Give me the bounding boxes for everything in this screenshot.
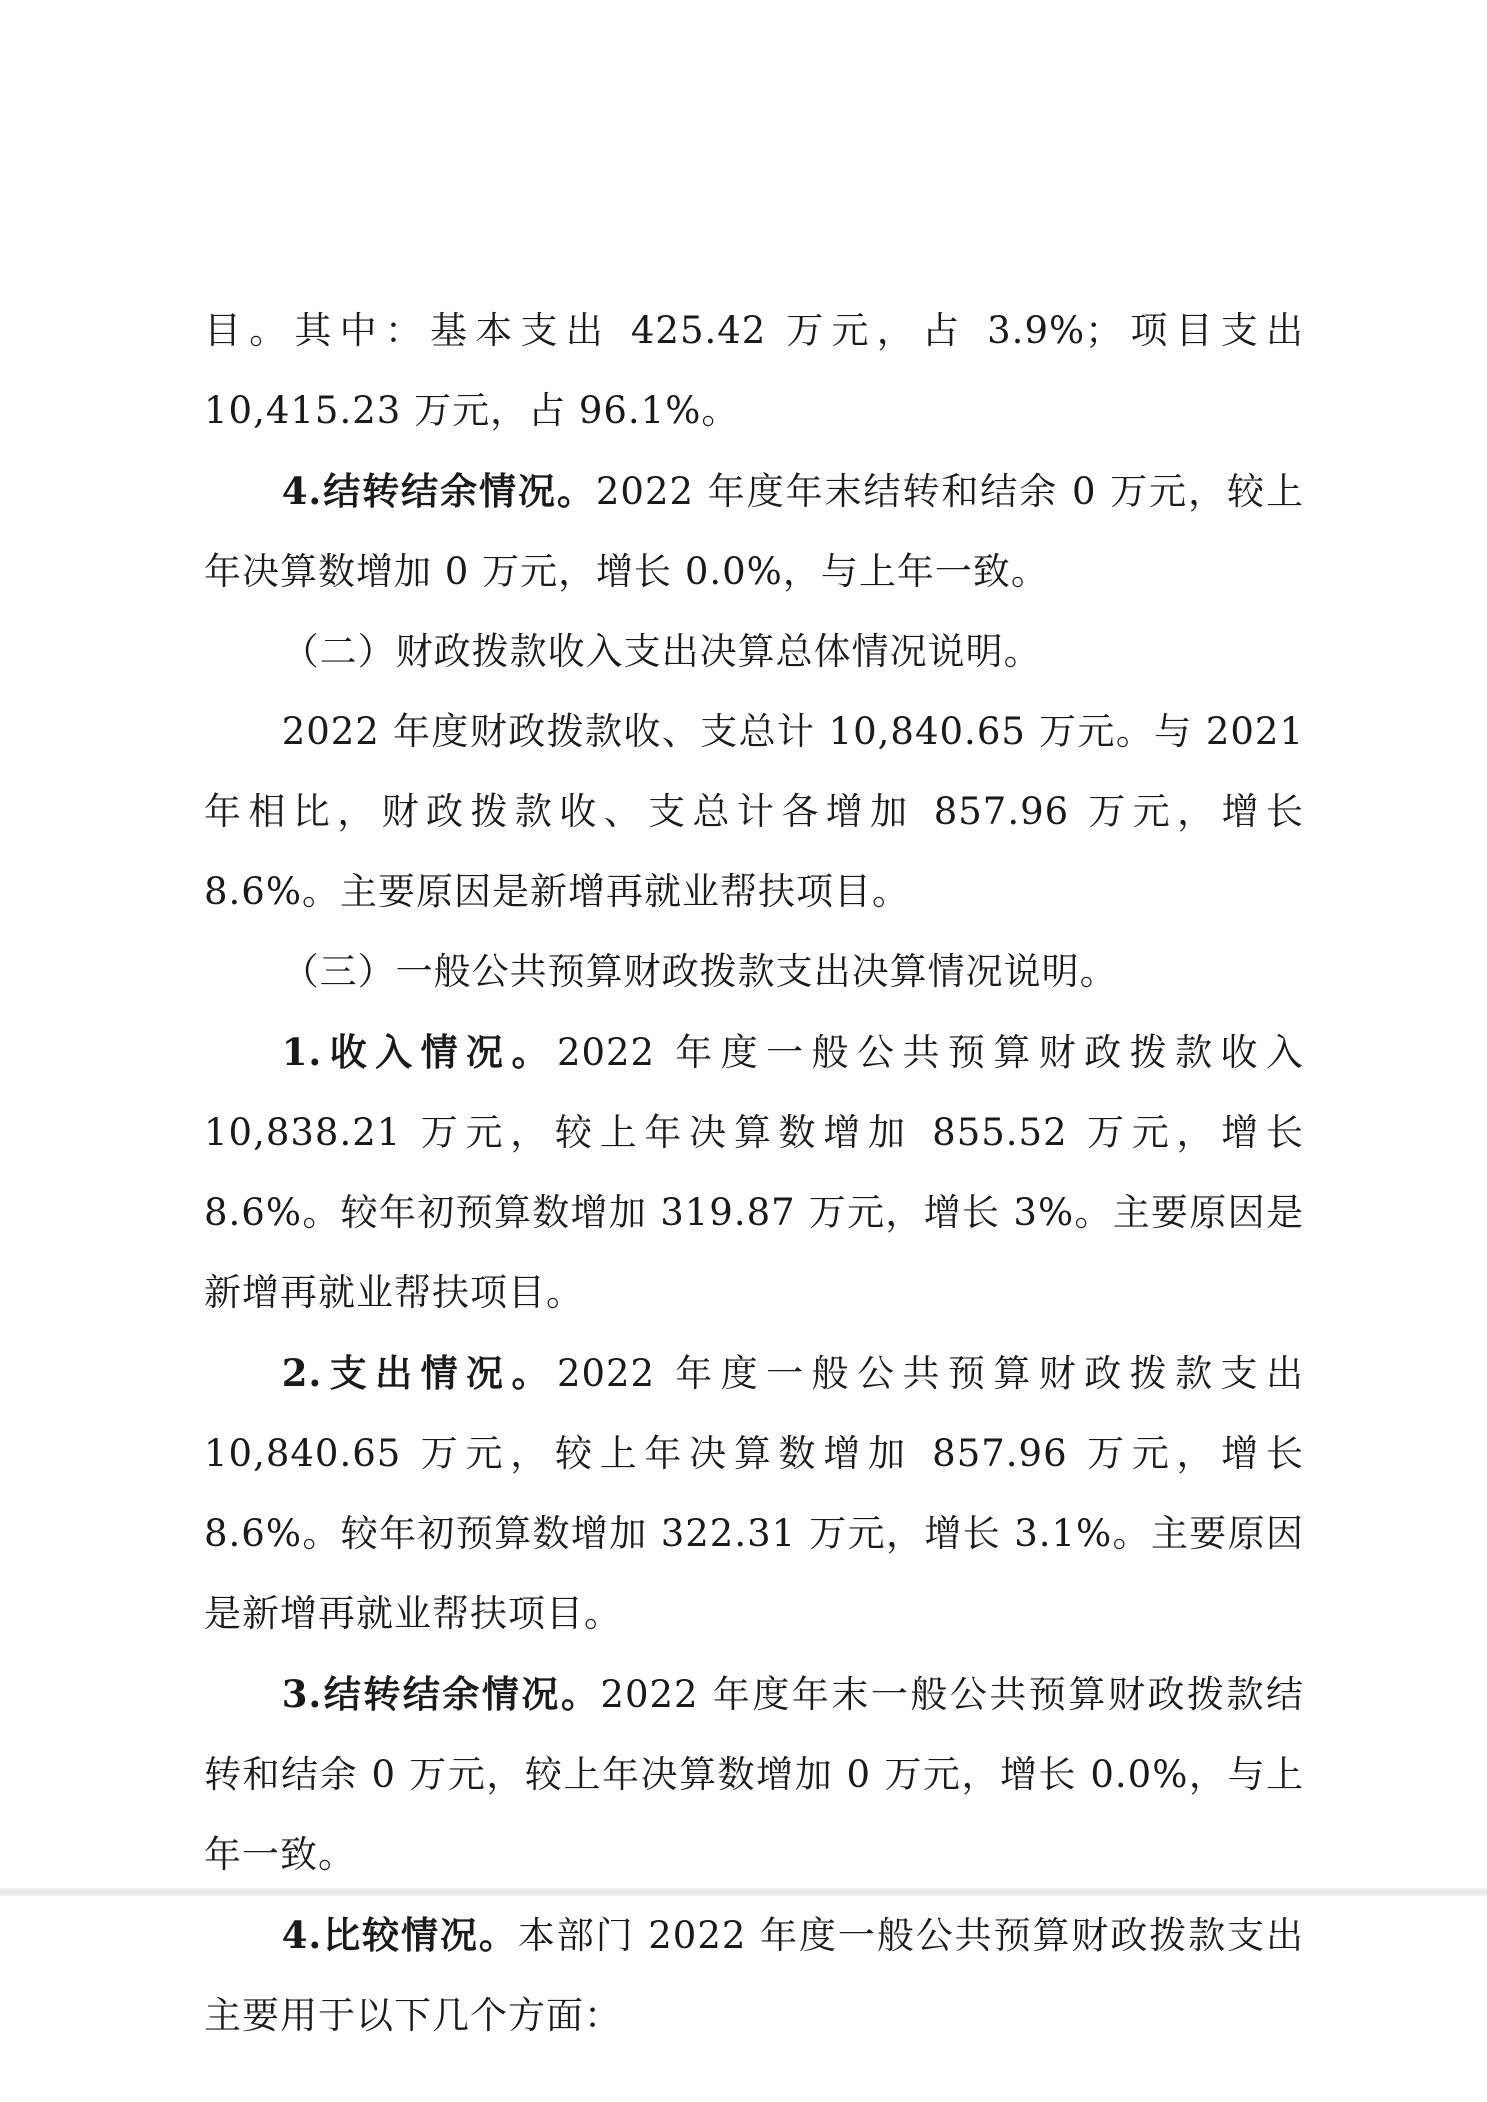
paragraph-carryover <box>204 451 1304 612</box>
paragraph-text: 2022 年度一般公共预算财政拨款支出 10,840.65 万元，较上年决算数增加 857.96 万元，增长 8.6%。较年初预算数增加 322.31 万元，增长 3.1%。主要原因是新增再就业帮扶项目。 <box>204 1352 1304 1635</box>
paragraph-text: 目。其中：基本支出 425.42 万元，占 3.9%；项目支出 10,415.23 万元，占 96.1%。 <box>204 309 1304 432</box>
paragraph-text: 本部门 2022 年度一般公共预算财政拨款支出主要用于以下几个方面： <box>204 1914 1304 2037</box>
paragraph-income <box>204 1012 1304 1333</box>
paragraph-text: 2022 年度年末一般公共预算财政拨款结转和结余 0 万元，较上年决算数增加 0 万元，增长 0.0%，与上年一致。 <box>204 1673 1304 1876</box>
scan-fold-line <box>0 1888 1487 1896</box>
paragraph-project-expense <box>204 291 1304 451</box>
paragraph-text: 2022 年度一般公共预算财政拨款收入 10,838.21 万元，较上年决算数增加 855.52 万元，增长 8.6%。较年初预算数增加 319.87 万元，增长 3%。主要原因是新增再就业帮扶项目。 <box>204 1031 1304 1314</box>
section-heading-2 <box>204 612 1304 692</box>
paragraph-expense <box>204 1333 1304 1654</box>
paragraph-fiscal-total <box>204 692 1304 932</box>
paragraph-general-carryover <box>204 1654 1304 1895</box>
heading-text: （三）一般公共预算财政拨款支出决算情况说明。 <box>281 950 1118 993</box>
paragraph-comparison <box>204 1895 1304 2056</box>
paragraph-lead: 4.比较情况。 <box>281 1913 518 1957</box>
paragraph-lead: 4.结转结余情况。 <box>281 469 596 513</box>
paragraph-lead: 1.收入情况。 <box>281 1030 557 1074</box>
heading-text: （二）财政拨款收入支出决算总体情况说明。 <box>281 630 1042 673</box>
section-heading-3 <box>204 932 1304 1012</box>
paragraph-text: 2022 年度年末结转和结余 0 万元，较上年决算数增加 0 万元，增长 0.0%，与上年一致。 <box>204 470 1304 593</box>
paragraph-text: 2022 年度财政拨款收、支总计 10,840.65 万元。与 2021 年相比，财政拨款收、支总计各增加 857.96 万元，增长 8.6%。主要原因是新增再就业帮扶项目。 <box>204 710 1304 913</box>
paragraph-lead: 2.支出情况。 <box>281 1351 557 1395</box>
body-text <box>204 291 1304 2056</box>
paragraph-lead: 3.结转结余情况。 <box>281 1672 601 1716</box>
